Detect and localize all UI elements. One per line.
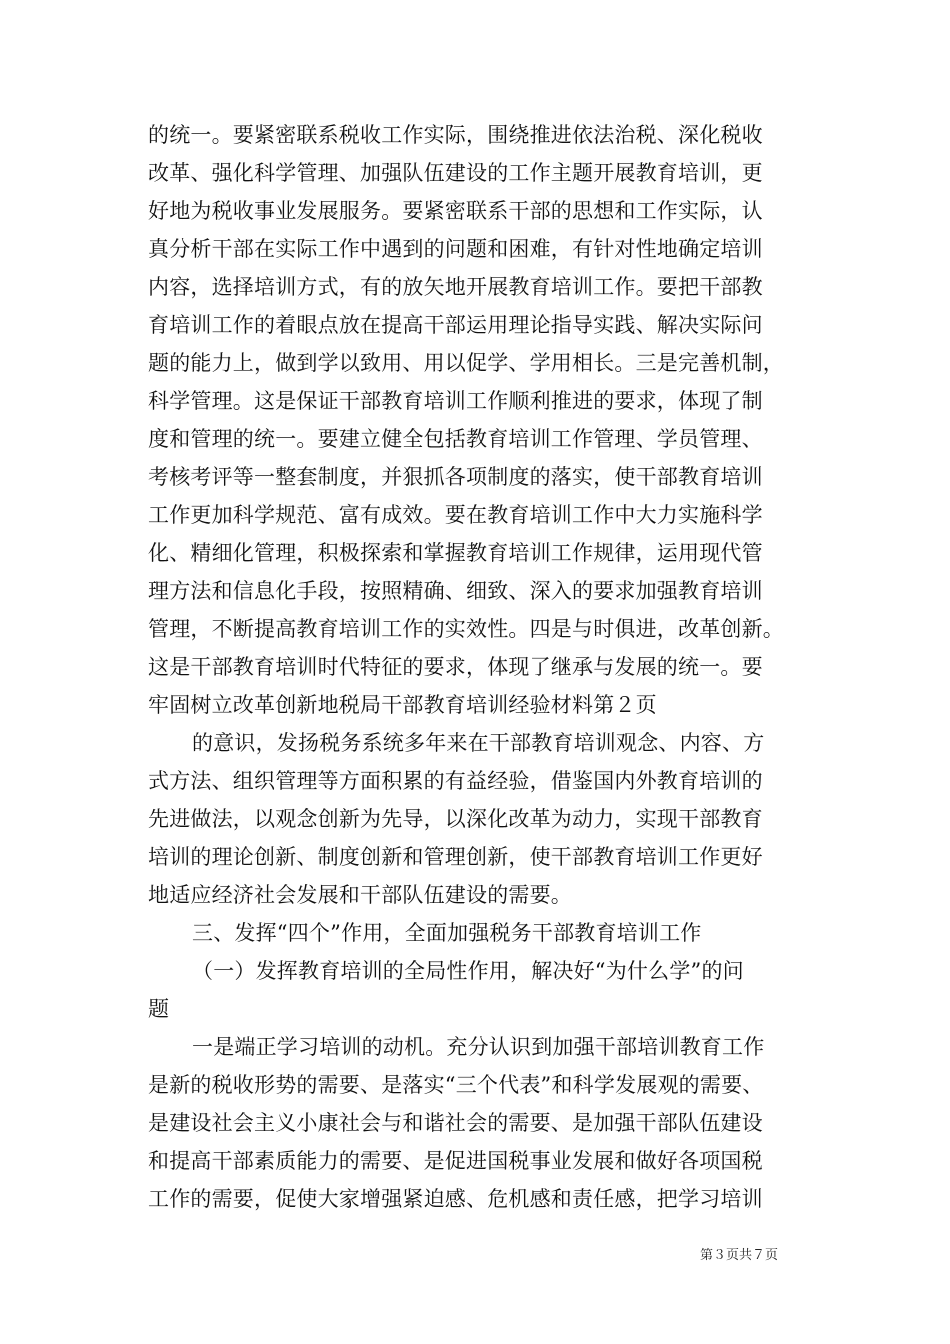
text-line: 的意识，发扬税务系统多年来在干部教育培训观念、内容、方 [192,731,765,755]
subsection-heading-continued: 题 [148,997,170,1021]
page-number-footer: 第３页共７页 [700,1248,779,1263]
text-line: 地适应经济社会发展和干部队伍建设的需要。 [148,883,572,907]
text-line: 科学管理。这是保证干部教育培训工作顺利推进的要求，体现了制 [148,389,763,413]
text-line: 题的能力上，做到学以致用、用以促学、学用相长。三是完善机制， [148,351,784,375]
text-line: 一是端正学习培训的动机。充分认识到加强干部培训教育工作 [192,1035,765,1059]
text-line: 内容，选择培训方式，有的放矢地开展教育培训工作。要把干部教 [148,275,763,299]
text-line: 管理，不断提高教育培训工作的实效性。四是与时俱进，改革创新。 [148,617,784,641]
section-heading: 三、发挥“四个”作用，全面加强税务干部教育培训工作 [192,921,702,945]
text-line: 工作的需要，促使大家增强紧迫感、危机感和责任感，把学习培训 [148,1187,763,1211]
text-line: 考核考评等一整套制度，并狠抓各项制度的落实，使干部教育培训 [148,465,763,489]
text-line: 的统一。要紧密联系税收工作实际，围绕推进依法治税、深化税收 [148,123,763,147]
text-line: 是建设社会主义小康社会与和谐社会的需要、是加强干部队伍建设 [148,1111,763,1135]
text-line: 好地为税收事业发展服务。要紧密联系干部的思想和工作实际，认 [148,199,763,223]
text-line: 理方法和信息化手段，按照精确、细致、深入的要求加强教育培训 [148,579,763,603]
text-line: 培训的理论创新、制度创新和管理创新，使干部教育培训工作更好 [148,845,763,869]
text-line: 度和管理的统一。要建立健全包括教育培训工作管理、学员管理、 [148,427,763,451]
subsection-heading: （一）发挥教育培训的全局性作用，解决好“为什么学”的问 [192,959,744,983]
text-line: 改革、强化科学管理、加强队伍建设的工作主题开展教育培训，更 [148,161,763,185]
text-line: 先进做法，以观念创新为先导，以深化改革为动力，实现干部教育 [148,807,763,831]
text-line: 这是干部教育培训时代特征的要求，体现了继承与发展的统一。要 [148,655,763,679]
text-line: 和提高干部素质能力的需要、是促进国税事业发展和做好各项国税 [148,1149,763,1173]
text-line: 式方法、组织管理等方面积累的有益经验，借鉴国内外教育培训的 [148,769,763,793]
text-line: 真分析干部在实际工作中遇到的问题和困难，有针对性地确定培训 [148,237,763,261]
text-line: 育培训工作的着眼点放在提高干部运用理论指导实践、解决实际问 [148,313,763,337]
text-line: 化、精细化管理，积极探索和掌握教育培训工作规律，运用现代管 [148,541,763,565]
text-line: 是新的税收形势的需要、是落实“三个代表”和科学发展观的需要、 [148,1073,764,1097]
text-line: 牢固树立改革创新地税局干部教育培训经验材料第２页 [148,693,657,717]
text-line: 工作更加科学规范、富有成效。要在教育培训工作中大力实施科学 [148,503,763,527]
